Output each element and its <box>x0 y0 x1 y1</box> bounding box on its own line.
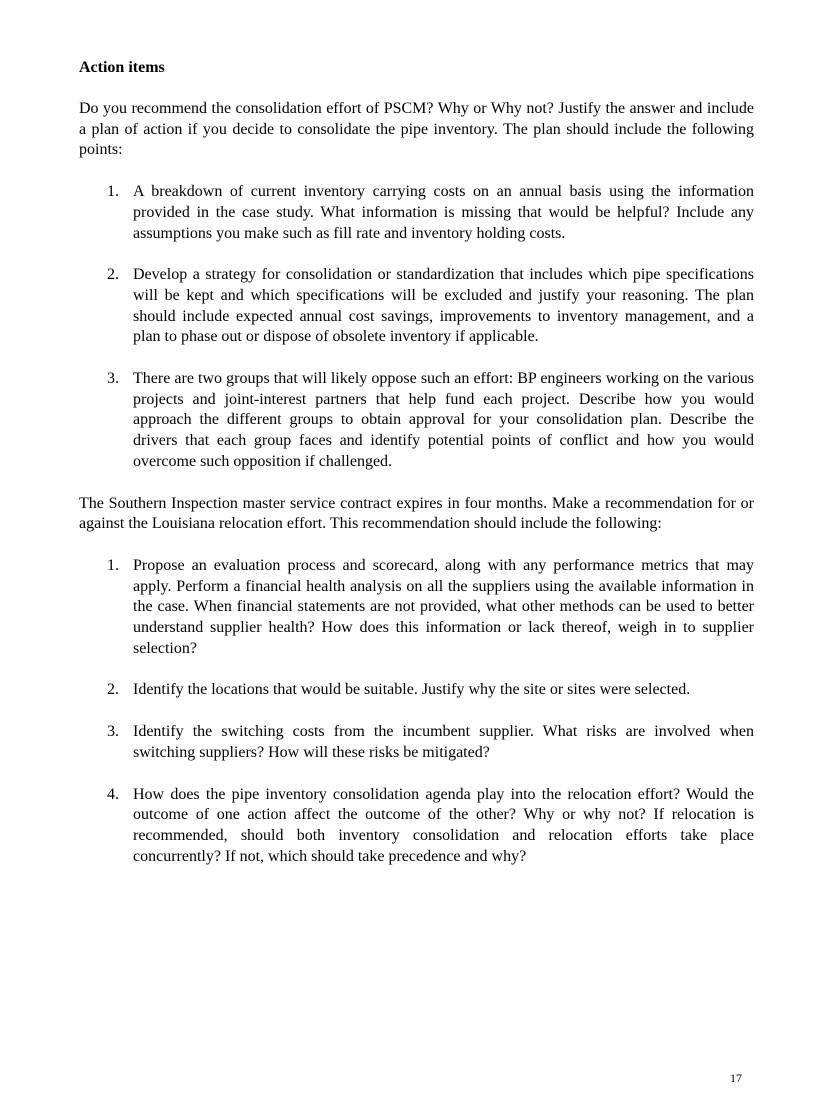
list-item <box>79 182 754 244</box>
page-number: 17 <box>730 1071 742 1085</box>
intro-paragraph: Do you recommend the consolidation effort of PSCM? Why or Why not? Justify the answer and include a plan of action if you decide to consolidate the pipe inventory. The plan should include the following points: <box>79 100 754 159</box>
list-item <box>79 265 754 348</box>
list-number: 3. <box>107 370 119 388</box>
list-text: Develop a strategy for consolidation or standardization that includes which pipe specifications will be kept and which specifications will be excluded and justify your reasoning. The plan should include expected annual cost savings, improvements to inventory management, and a plan to phase out or dispose of obsolete inventory if applicable. <box>133 266 754 346</box>
list-number: 1. <box>107 556 119 574</box>
list-item <box>79 369 754 473</box>
list-text: Identify the locations that would be suitable. Justify why the site or sites were selected. <box>133 681 691 699</box>
list-text: A breakdown of current inventory carrying costs on an annual basis using the information provided in the case study. What information is missing that would be helpful? Include any assumptions you make such as fill rate and inventory holding costs. <box>133 183 754 242</box>
consolidation-list <box>79 182 754 472</box>
list-text: There are two groups that will likely oppose such an effort: BP engineers working on the various projects and joint-interest partners that help fund each project. Describe how you would approach the different groups to obtain approval for your consolidation plan. Describe the drivers that each group faces and identify potential points of conflict and how you would overcome such opposition if challenged. <box>133 370 754 470</box>
relocation-list <box>79 556 754 867</box>
list-item <box>79 556 754 660</box>
list-text: How does the pipe inventory consolidation agenda play into the relocation effort? Would the outcome of one action affect the outcome of the other? Why or why not? If relocation is recommended, should both inventory consolidation and relocation efforts take place concurrently? If not, which should take precedence and why? <box>133 785 754 865</box>
list-number: 4. <box>107 785 119 803</box>
list-item <box>79 785 754 868</box>
list-number: 2. <box>107 681 119 699</box>
document-page <box>79 58 754 888</box>
list-number: 2. <box>107 266 119 284</box>
list-text: Propose an evaluation process and scorecard, along with any performance metrics that may apply. Perform a financial health analysis on all the suppliers using the available information in the case. When financial statements are not provided, what other methods can be used to better understand supplier health? How does this information or lack thereof, weigh in to supplier selection? <box>133 556 754 657</box>
list-item <box>79 680 754 701</box>
list-text: Identify the switching costs from the incumbent supplier. What risks are involved when switching suppliers? How will these risks be mitigated? <box>133 723 754 761</box>
relocation-paragraph: The Southern Inspection master service contract expires in four months. Make a recommendation for or against the Louisiana relocation effort. This recommendation should include the following: <box>79 494 754 533</box>
section-heading: Action items <box>79 59 165 76</box>
list-number: 1. <box>107 183 119 201</box>
list-item <box>79 722 754 763</box>
list-number: 3. <box>107 723 119 741</box>
